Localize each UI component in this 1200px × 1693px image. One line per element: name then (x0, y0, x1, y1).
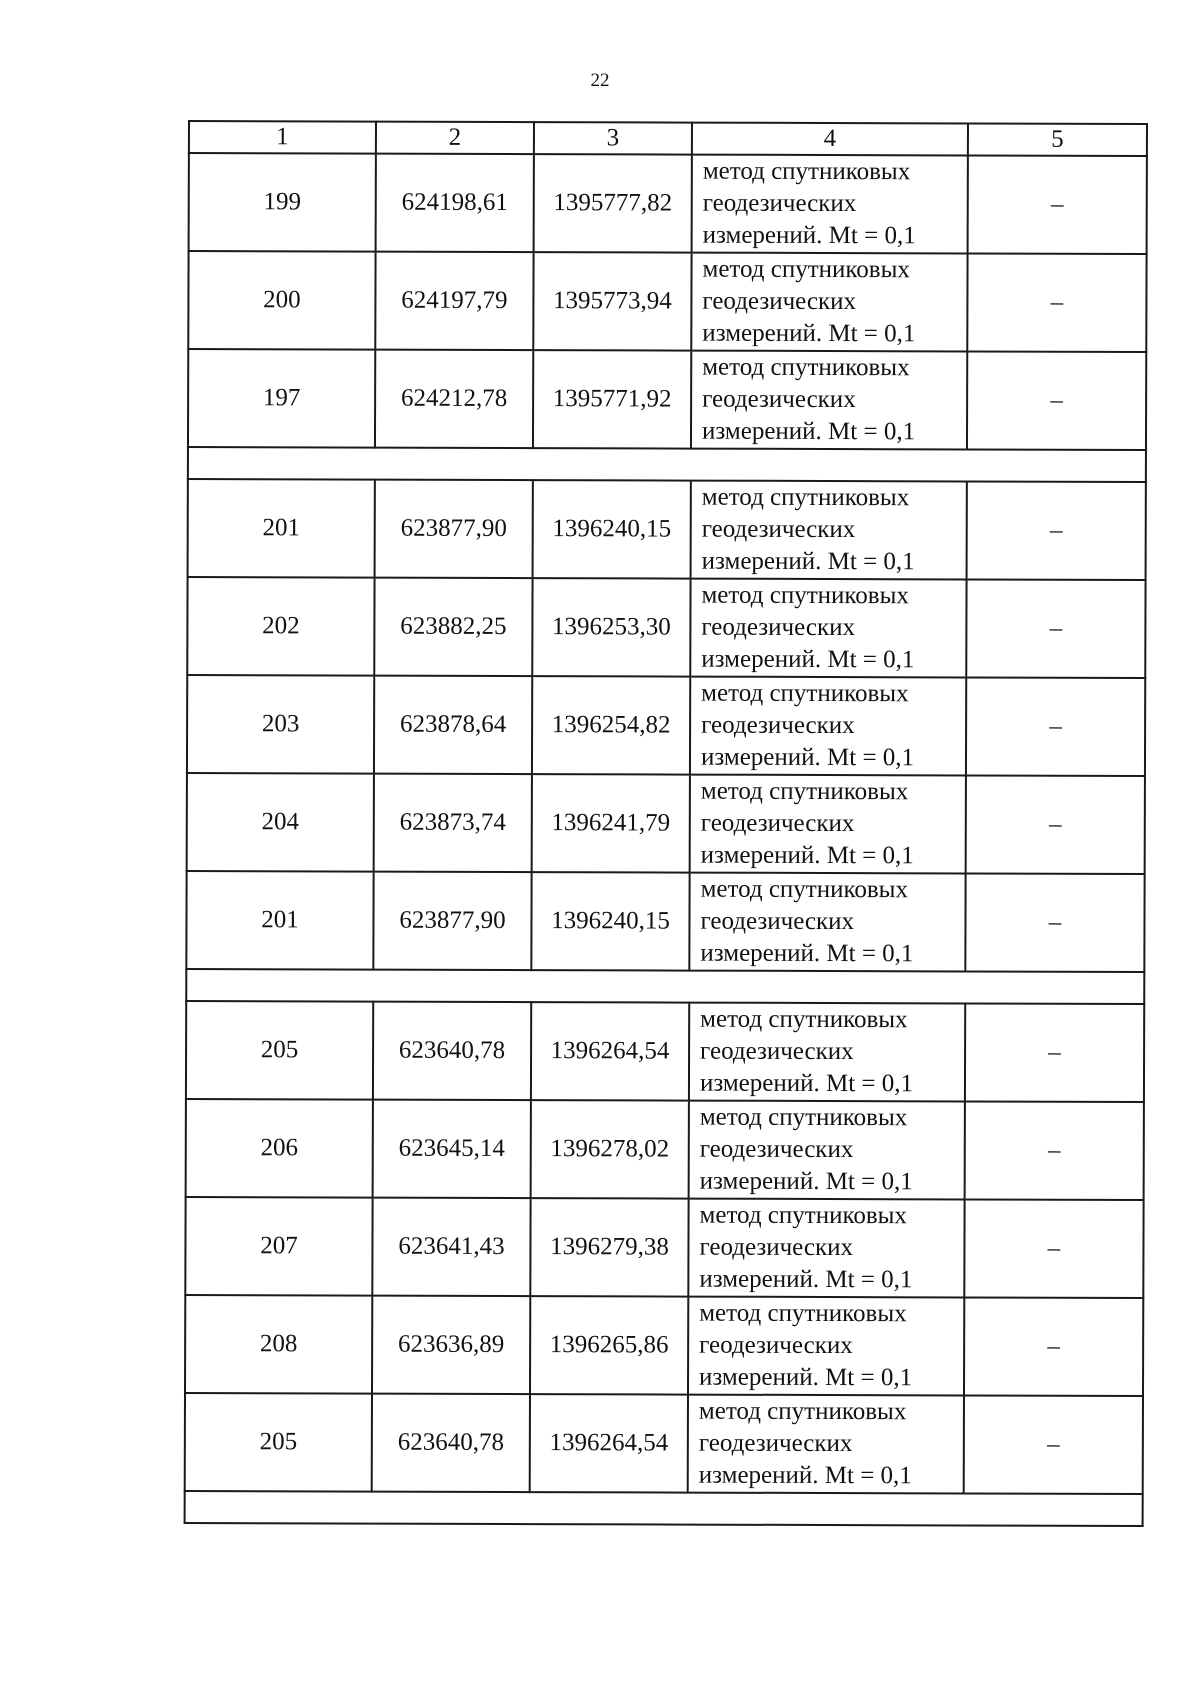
table-row (185, 1295, 1143, 1396)
method-line: геодезических (701, 515, 856, 544)
method-cell (689, 1003, 965, 1102)
note-cell: – (967, 253, 1146, 352)
table-body (185, 153, 1147, 1526)
x-coordinate-cell: 623878,64 (374, 676, 532, 774)
note-cell: – (966, 775, 1145, 874)
x-coordinate-cell: 623645,14 (373, 1100, 531, 1198)
table-row (187, 577, 1145, 678)
method-line: метод спутниковых (701, 483, 910, 512)
note-cell: – (967, 351, 1146, 450)
method-line: метод спутниковых (701, 581, 909, 610)
x-coordinate-cell: 623877,90 (373, 872, 531, 970)
method-line: метод спутниковых (702, 255, 910, 284)
method-line: измерений. Mt = 0,1 (698, 1461, 912, 1490)
method-line: геодезических (702, 189, 857, 218)
x-coordinate-cell: 624198,61 (376, 154, 534, 252)
method-line: метод спутниковых (702, 353, 910, 382)
method-line: метод спутниковых (699, 1103, 908, 1132)
point-number-cell: 201 (186, 871, 373, 970)
method-line: измерений. Mt = 0,1 (701, 417, 916, 446)
y-coordinate-cell: 1395777,82 (534, 154, 692, 252)
method-line: геодезических (699, 1331, 853, 1360)
section-separator-cell (186, 969, 1144, 1004)
section-separator-cell (185, 1491, 1143, 1526)
x-coordinate-cell: 623640,78 (372, 1394, 530, 1492)
section-separator-cell (188, 447, 1146, 482)
x-coordinate-cell: 623873,74 (374, 774, 532, 872)
method-line: метод спутниковых (700, 777, 909, 806)
method-line: измерений. Mt = 0,1 (702, 319, 916, 348)
method-line: геодезических (702, 287, 857, 316)
table-row (188, 251, 1146, 352)
method-line: геодезических (699, 1135, 854, 1164)
y-coordinate-cell: 1395773,94 (533, 252, 691, 350)
method-line: измерений. Mt = 0,1 (700, 939, 914, 968)
method-line: измерений. Mt = 0,1 (699, 1265, 913, 1294)
method-line: метод спутниковых (700, 875, 909, 904)
method-cell (690, 677, 966, 776)
method-cell (689, 873, 965, 972)
method-cell (688, 1199, 964, 1298)
method-cell (690, 775, 966, 874)
y-coordinate-cell: 1396254,82 (532, 676, 690, 774)
method-cell (692, 155, 968, 254)
x-coordinate-cell: 623636,89 (372, 1296, 530, 1394)
y-coordinate-cell: 1396241,79 (532, 774, 690, 872)
note-cell: – (966, 579, 1145, 678)
x-coordinate-cell: 623877,90 (375, 480, 533, 578)
table-row (185, 1197, 1143, 1298)
coordinates-table (184, 120, 1148, 1527)
table-row (186, 871, 1144, 972)
method-line: метод спутниковых (702, 157, 911, 186)
x-coordinate-cell: 623640,78 (373, 1002, 531, 1100)
note-cell: – (964, 1297, 1143, 1396)
method-line: метод спутниковых (700, 1005, 908, 1034)
table-row (185, 1393, 1143, 1494)
y-coordinate-cell: 1396279,38 (530, 1198, 688, 1296)
section-separator-row (186, 969, 1144, 1004)
point-number-cell: 205 (185, 1393, 372, 1492)
method-line: метод спутниковых (701, 679, 909, 708)
method-line: геодезических (700, 809, 855, 838)
header-row (189, 121, 1147, 156)
note-cell: – (965, 1003, 1144, 1102)
point-number-cell: 205 (186, 1001, 373, 1100)
table-row (187, 773, 1145, 874)
section-separator-row (185, 1491, 1143, 1526)
point-number-cell: 208 (185, 1295, 372, 1394)
y-coordinate-cell: 1396278,02 (531, 1100, 689, 1198)
header-col-4: 4 (692, 123, 968, 156)
note-cell: – (965, 873, 1144, 972)
section-separator-row (188, 447, 1146, 482)
table-row (186, 1001, 1144, 1102)
y-coordinate-cell: 1396264,54 (531, 1002, 689, 1100)
method-cell (691, 481, 967, 580)
header-col-5: 5 (968, 123, 1147, 156)
method-line: геодезических (698, 1429, 853, 1458)
method-line: геодезических (699, 1233, 854, 1262)
note-cell: – (967, 481, 1146, 580)
y-coordinate-cell: 1396264,54 (530, 1394, 688, 1492)
note-cell: – (965, 1101, 1144, 1200)
header-col-3: 3 (534, 122, 692, 154)
method-line: геодезических (702, 385, 856, 414)
table-header (189, 121, 1147, 156)
note-cell: – (964, 1395, 1143, 1494)
method-cell (691, 351, 967, 450)
method-line: измерений. Mt = 0,1 (702, 221, 916, 250)
method-cell (689, 1101, 965, 1200)
method-cell (691, 253, 967, 352)
method-line: измерений. Mt = 0,1 (701, 547, 915, 576)
method-cell (688, 1297, 964, 1396)
y-coordinate-cell: 1395771,92 (533, 350, 691, 448)
method-line: измерений. Mt = 0,1 (699, 1069, 914, 1098)
note-cell: – (964, 1199, 1143, 1298)
table-row (188, 349, 1146, 450)
table-row (188, 479, 1146, 580)
x-coordinate-cell: 623882,25 (374, 578, 532, 676)
x-coordinate-cell: 624212,78 (375, 350, 533, 448)
point-number-cell: 199 (189, 153, 376, 252)
point-number-cell: 204 (187, 773, 374, 872)
point-number-cell: 197 (188, 349, 375, 448)
method-line: измерений. Mt = 0,1 (700, 743, 915, 772)
method-line: измерений. Mt = 0,1 (699, 1167, 913, 1196)
x-coordinate-cell: 623641,43 (372, 1198, 530, 1296)
method-line: геодезических (701, 613, 856, 642)
table-row (187, 675, 1145, 776)
method-line: метод спутниковых (699, 1201, 908, 1230)
header-col-2: 2 (376, 122, 534, 154)
method-line: геодезических (700, 907, 855, 936)
method-line: измерений. Mt = 0,1 (700, 841, 914, 870)
point-number-cell: 202 (187, 577, 374, 676)
method-line: метод спутниковых (698, 1397, 907, 1426)
method-line: геодезических (701, 711, 855, 740)
method-line: измерений. Mt = 0,1 (701, 645, 915, 674)
y-coordinate-cell: 1396240,15 (533, 480, 691, 578)
table-row (186, 1099, 1144, 1200)
table-row (189, 153, 1147, 254)
point-number-cell: 200 (188, 251, 375, 350)
point-number-cell: 203 (187, 675, 374, 774)
method-cell (690, 579, 966, 678)
y-coordinate-cell: 1396253,30 (532, 578, 690, 676)
y-coordinate-cell: 1396240,15 (531, 872, 689, 970)
point-number-cell: 206 (186, 1099, 373, 1198)
method-cell (688, 1395, 964, 1494)
x-coordinate-cell: 624197,79 (375, 252, 533, 350)
y-coordinate-cell: 1396265,86 (530, 1296, 688, 1394)
method-line: геодезических (700, 1037, 854, 1066)
note-cell: – (968, 155, 1147, 254)
point-number-cell: 207 (185, 1197, 372, 1296)
method-line: измерений. Mt = 0,1 (699, 1363, 913, 1392)
point-number-cell: 201 (188, 479, 375, 578)
page-number: 22 (590, 70, 610, 91)
header-col-1: 1 (189, 121, 376, 154)
note-cell: – (966, 677, 1145, 776)
method-line: метод спутниковых (699, 1299, 907, 1328)
